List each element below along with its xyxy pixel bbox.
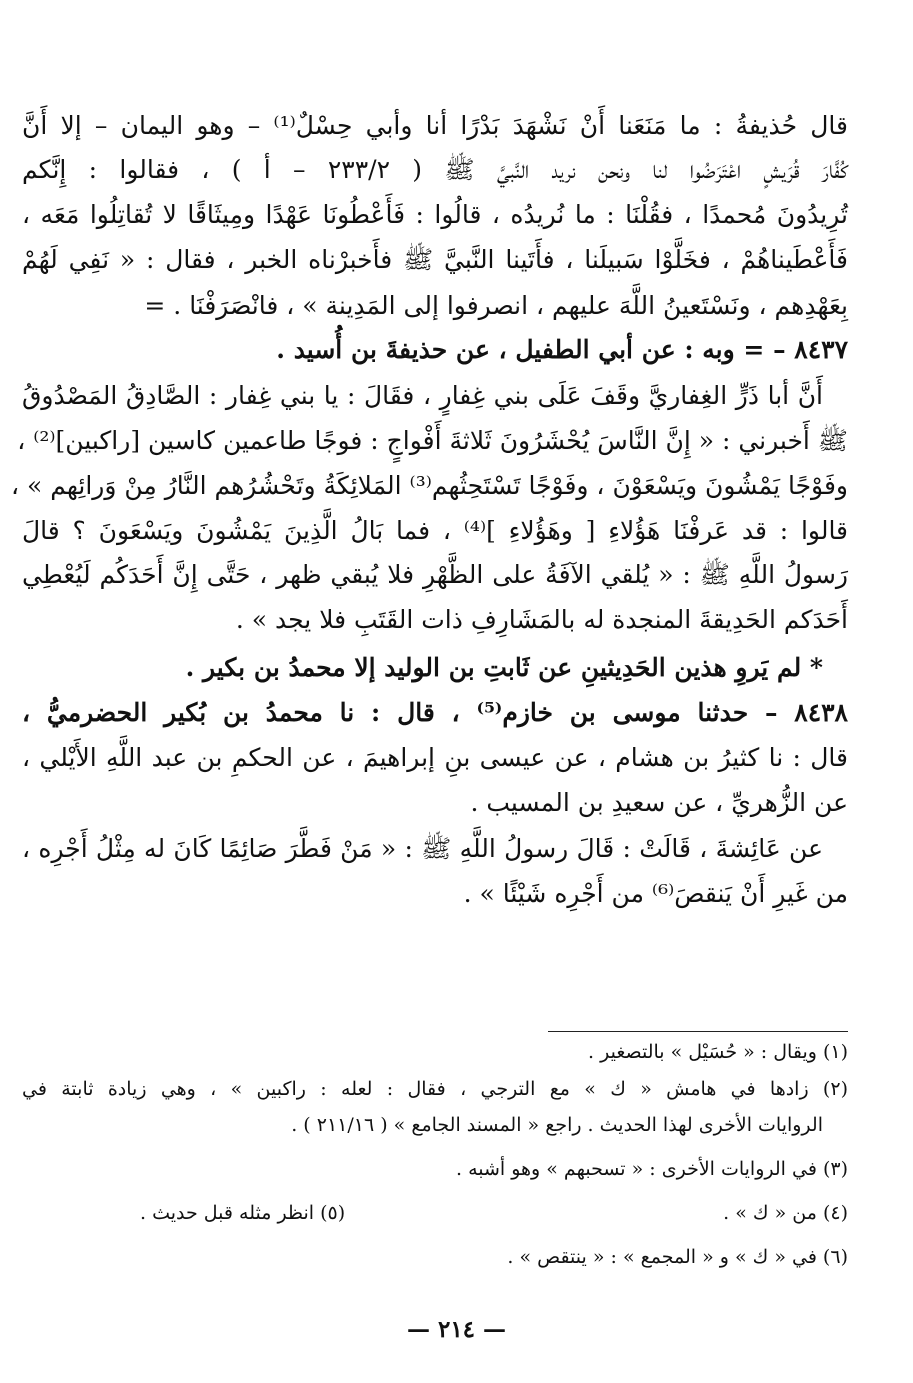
text-line: عن عَائِشةَ ، قَالَتْ : قَالَ رسولُ اللَّهِ ﷺ : « مَنْ فَطَّرَ صَائِمًا كَانَ له مِثْلُ أَجْرِه ، (22, 834, 823, 863)
footnote-separator (548, 1031, 848, 1032)
footnote-1: (١) ويقال : « حُسَيْل » بالتصغير . (588, 1041, 848, 1063)
text-line: من غَيرِ أَنْ يَنقصَ⁽⁶⁾ من أَجْرِه شَيْئًا » . (463, 879, 848, 908)
hadith-heading-8437: ٨٤٣٧ – = وبه : عن أبي الطفيل ، عن حذيفةَ بن أُسيد . (276, 335, 848, 364)
text-line: وفَوْجًا يَمْشُونَ ويَسْعَوْنَ ، وفَوْجًا تَسْتَحِثُهم⁽³⁾ المَلائِكَةُ وتَحْشُرُهم النَّارُ مِنْ وَرائِهم » ، (10, 471, 848, 500)
footnote-4: (٤) من « ك » . (723, 1202, 848, 1224)
page-number: — ٢١٤ — (406, 1316, 507, 1343)
footnote-5: (٥) انظر مثله قبل حديث . (140, 1202, 346, 1224)
text-line: رَسولُ اللَّهِ ﷺ : « يُلقي الآفَةُ على الظَّهْرِ فلا يُبقي ظهر ، حَتَّى إِنَّ أَحَدَكُم لَيُعْطِي (22, 560, 848, 589)
footnote-2: (٢) زادها في هامش « ك » مع الترجي ، فقال : لعله : راكبين » ، وهي زيادة ثابتة في (22, 1078, 848, 1100)
text-line: بِعَهْدِهم ، ونَسْتَعينُ اللَّهَ عليهم ، انصرفوا إلى المَدِينة » ، فانْصَرَفْنَا . = (144, 291, 848, 320)
text-line: أَنَّ أبا ذَرٍّ الغِفاريَّ وقَفَ عَلَى بني غِفارٍ ، فقَالَ : يا بني غِفار : الصَّادِقُ المَصْدُوقُ (22, 381, 823, 410)
text-line: قالوا : قد عَرفْنَا هَؤُلاءِ [ وهَؤُلاءِ ]⁽⁴⁾ ، فما بَالُ الَّذِينَ يَمْشُونَ ويَسْعَونَ ؟ قالَ (22, 516, 849, 545)
text-line: أَحَدَكم الحَدِيقةَ المنجدة له بالمَشَارِفِ ذات القَتَبِ فلا يجد » . (235, 605, 848, 634)
footnote-6: (٦) في « ك » و « المجمع » : « ينتقص » . (507, 1246, 848, 1268)
text-line: كُفَّارَ قُرَيشٍ اعْتَرَضُوا لنا ونحن نريد النَّبيَّ ﷺ ( ٢٣٣/٢ – أ ) ، فقالوا : إِنَّكم (22, 155, 849, 184)
text-line: قال حُذيفةُ : ما مَنَعَنا أَنْ نَشْهَدَ بَدْرًا أنا وأبي حِسْلٌ⁽¹⁾ – وهو اليمان – إلا أَنَّ (22, 111, 848, 140)
footnote-3: (٣) في الروايات الأخرى : « تسحبهم » وهو أشبه . (455, 1158, 848, 1180)
text-line: قال : نا كثيرُ بن هشام ، عن عيسى بنِ إبراهيمَ ، عن الحكمِ بن عبد اللَّهِ الأَيْلي ، (22, 743, 848, 772)
editor-note: * لم يَروِ هذين الحَدِيثينِ عن ثَابتِ بن الوليد إلا محمدُ بن بكير . (185, 653, 823, 682)
footnote-2-continued: الروايات الأخرى لهذا الحديث . راجع « المسند الجامع » ( ٢١١/١٦ ) . (291, 1114, 823, 1136)
text-line: ﷺ أَخبرني : « إِنَّ النَّاسَ يُحْشَرُونَ ثَلاثةَ أَفْواجٍ : فوجًا طاعمين كاسين [راكبين]⁽²⁾ ، (17, 426, 848, 455)
text-line: تُرِيدُونَ مُحمدًا ، فقُلْنَا : ما نُريدُه ، قالُوا : فَأَعْطُونَا عَهْدًا ومِيثَاقًا لا تُقاتِلُوا مَعَه ، (22, 200, 848, 229)
text-line: عن الزُّهريِّ ، عن سعيدِ بن المسيب . (470, 788, 848, 817)
hadith-heading-8438: ٨٤٣٨ – حدثنا موسى بن خازم⁽⁵⁾ ، قال : نا محمدُ بن بُكير الحضرميُّ ، (22, 698, 848, 727)
text-line: فَأَعْطَيناهُمْ ، فخَلَّوْا سَبيلَنا ، فأَتَينا النَّبيَّ ﷺ فأَخبرْناه الخبر ، فقال : « نَفِي لَهُمْ (22, 245, 848, 274)
